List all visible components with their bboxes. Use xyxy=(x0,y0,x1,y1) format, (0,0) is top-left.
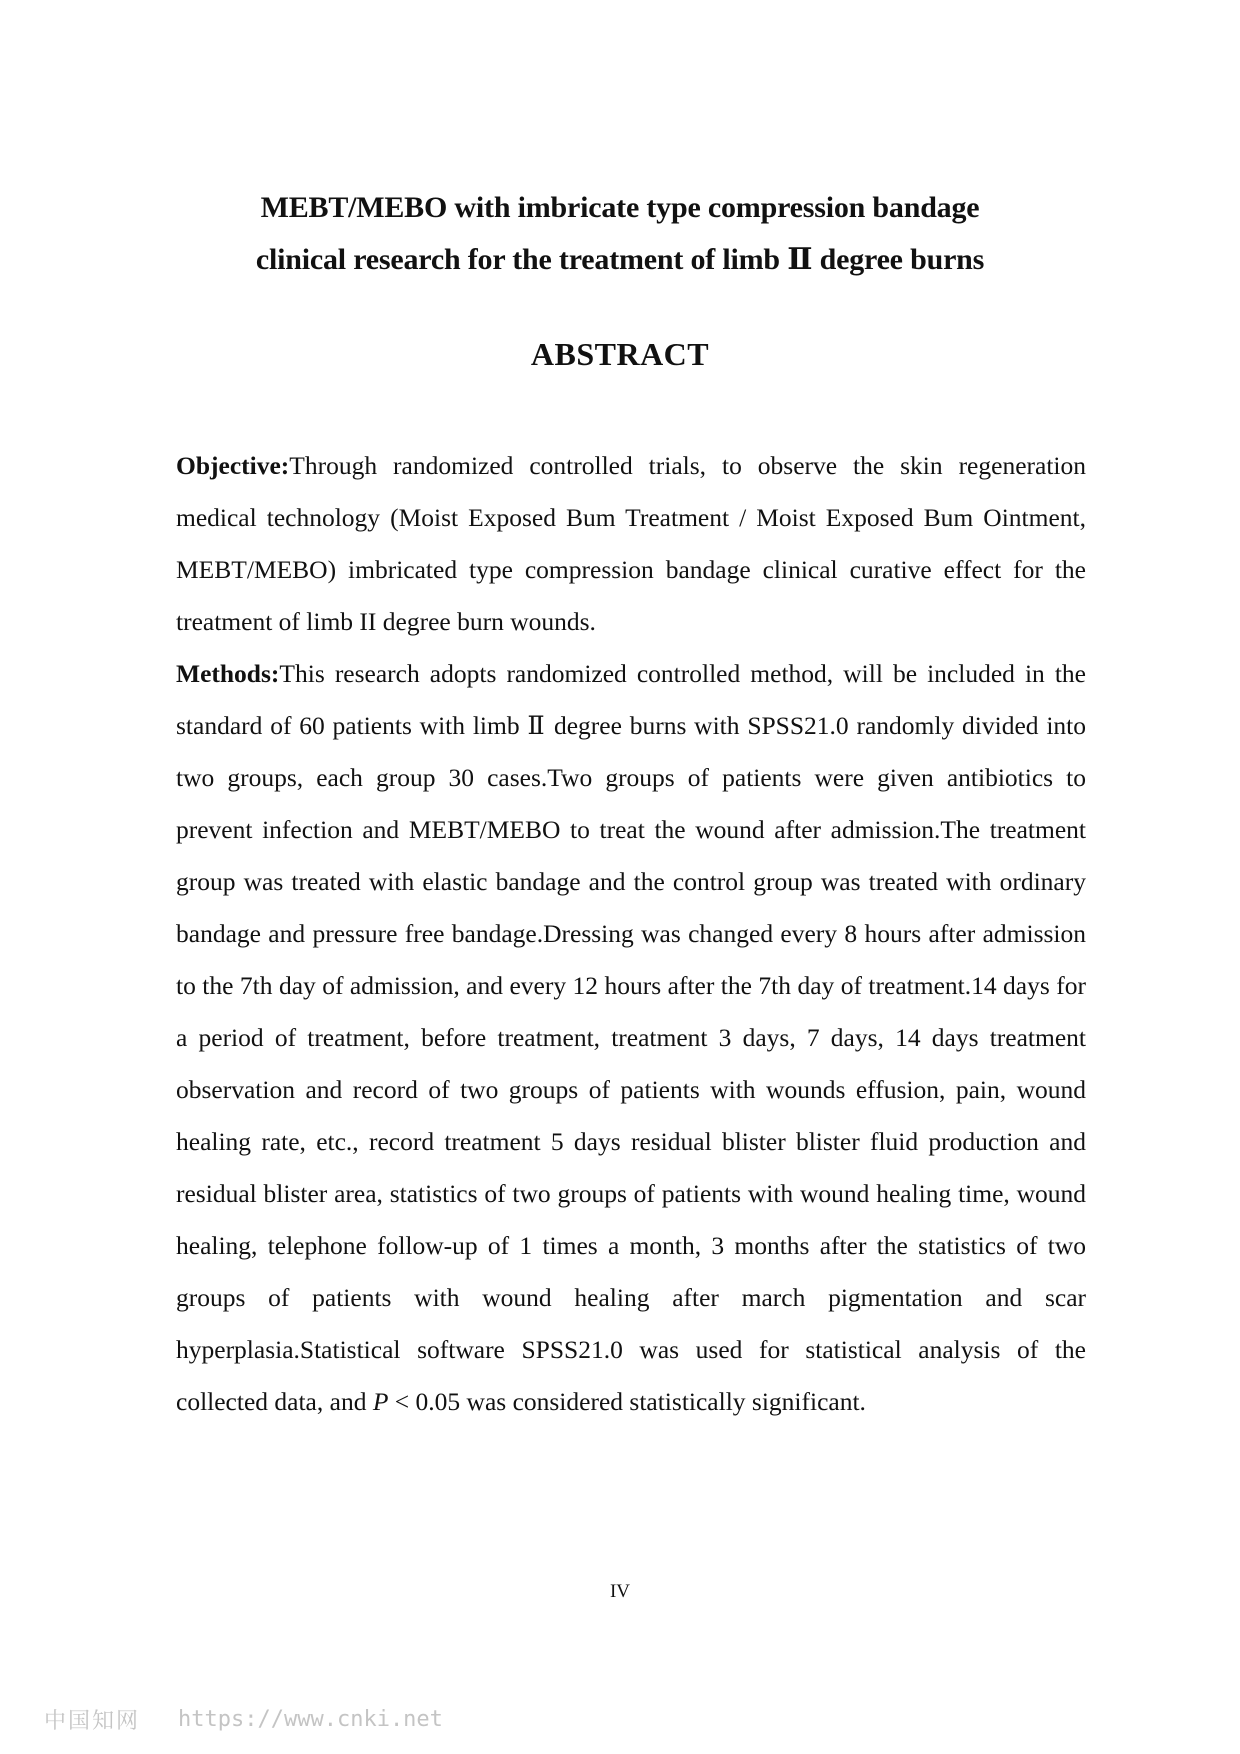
objective-text: Through randomized controlled trials, to observe the skin regeneration medical technology (Moist Exposed Bum Treatment / Moist Exposed Bum Ointment, MEBT/MEBO) imbricated type compression bandage clinical curative effect for the treatment of limb II degree burn wounds. xyxy=(176,451,1086,636)
p-value-symbol: P xyxy=(372,1387,389,1416)
abstract-body xyxy=(176,440,1086,1428)
page-number: IV xyxy=(609,1581,631,1602)
watermark-url: https://www.cnki.net xyxy=(178,1707,443,1732)
methods-text: This research adopts randomized controlled method, will be included in the standard of 60 patients with limb Ⅱ degree burns with SPSS21.0 randomly divided into two groups, each group 30 cases.Two groups of patients were given antibiotics to prevent infection and MEBT/MEBO to treat the wound after admission.The treatment group was treated with elastic bandage and the control group was treated with ordinary bandage and pressure free bandage.Dressing was changed every 8 hours after admission to the 7th day of admission, and every 12 hours after the 7th day of treatment.14 days for a period of treatment, before treatment, treatment 3 days, 7 days, 14 days treatment observation and record of two groups of patients with wounds effusion, pain, wound healing rate, etc., record treatment 5 days residual blister blister fluid production and residual blister area, statistics of two groups of patients with wound healing time, wound healing, telephone follow-up of 1 times a month, 3 months after the statistics of two groups of patients with wound healing after march pigmentation and scar hyperplasia.Statistical software SPSS21.0 was used for statistical analysis of the collected data, and xyxy=(176,659,1086,1416)
objective-paragraph xyxy=(176,440,1086,648)
paper-title xyxy=(0,182,1240,286)
methods-paragraph xyxy=(176,648,1086,1428)
methods-text-end: < 0.05 was considered statistically significant. xyxy=(388,1387,866,1416)
cnki-watermark xyxy=(44,1704,443,1735)
objective-label: Objective: xyxy=(176,451,290,480)
watermark-logo-text: 中国知网 xyxy=(44,1709,141,1734)
abstract-heading: ABSTRACT xyxy=(530,336,710,372)
title-line-1: MEBT/MEBO with imbricate type compression bandage xyxy=(260,191,980,224)
title-line-2: clinical research for the treatment of limb Ⅱ degree burns xyxy=(255,243,985,276)
methods-label: Methods: xyxy=(176,659,280,688)
